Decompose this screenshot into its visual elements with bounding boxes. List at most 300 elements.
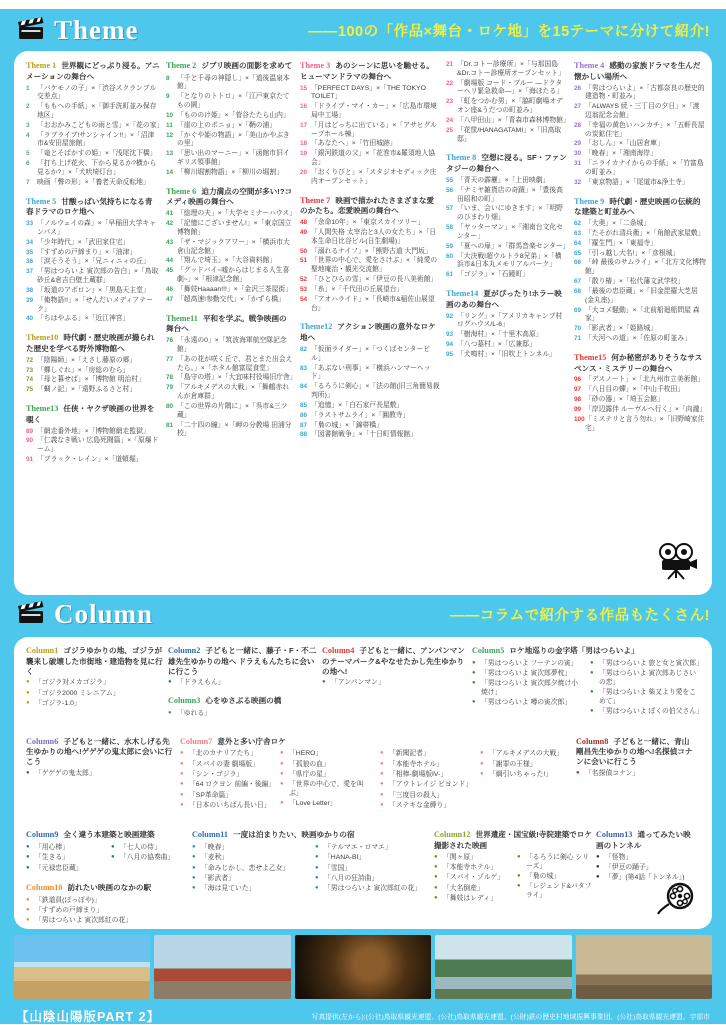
- bullet-icon: ●: [26, 843, 30, 850]
- theme-item-41: [166, 210, 294, 219]
- item-text: 「超高速!参勤交代」×「かずら橋」: [177, 295, 285, 303]
- column-item-text: 「HERO」: [289, 750, 323, 758]
- item-number: 37: [26, 268, 34, 276]
- item-text: 「島守の塔」×「大宜味村役場旧庁舎」: [177, 374, 297, 382]
- item-number: 20: [300, 168, 308, 176]
- item-number: 94: [446, 341, 454, 349]
- theme-block-t9: [574, 197, 706, 344]
- column-item-text: 「ゴジラ2000 ミレニアム」: [35, 689, 120, 697]
- theme-label: Theme11: [166, 313, 198, 323]
- theme-item-28: [574, 122, 706, 140]
- theme-label: Theme 6: [166, 186, 197, 196]
- theme-title-text: 時代劇・歴史映画が撮られた歴史を学べる野外博物館へ: [26, 333, 155, 353]
- column-item: [26, 854, 103, 863]
- column-heading: [596, 830, 696, 851]
- column-item-text: 「アンパンマン」: [331, 679, 385, 687]
- theme-item-64: [574, 240, 706, 249]
- theme-heading: [446, 289, 568, 310]
- theme-block-t11: [166, 313, 297, 440]
- theme-item-58: [446, 224, 568, 242]
- item-text: 「あの花が咲く丘で、君とまた出会えたら。」×「ホタル館富屋食堂」: [177, 355, 293, 372]
- item-number: 99: [574, 405, 582, 413]
- theme-item-53: [300, 286, 440, 295]
- item-number: 27: [574, 103, 582, 111]
- theme-item-75: [26, 386, 160, 395]
- photo-credits: 写真提供(左から):(公社)鳥取県観光連盟、(公社)鳥取県観光連盟、(公財)鉄の歴史村地域振興事業団、(公社)鳥取県観光連盟、宇部市: [311, 1014, 710, 1021]
- item-number: 12: [166, 131, 174, 139]
- theme-block-t15: [574, 353, 706, 433]
- item-number: 69: [574, 306, 582, 314]
- theme-item-71: [574, 335, 706, 344]
- column-heading: [434, 830, 592, 851]
- column-item-text: 「男はつらいよ 寅次郎あじさいの恋」: [599, 669, 697, 686]
- theme-heading: [446, 153, 568, 174]
- column-item: [168, 710, 318, 719]
- column-title-text: 子どもと一緒に、水木しげる先生ゆかりの地へ!ゲゲゲの鬼太郎に会いに行こう: [26, 736, 173, 767]
- column-item-text: 「世界の中心で、愛を叫ぶ」: [289, 781, 364, 798]
- theme-heading: [574, 197, 706, 218]
- sand-dune-photo: [14, 935, 150, 999]
- column-item: [280, 781, 372, 799]
- theme-item-72: [26, 357, 160, 366]
- theme-section-title: Theme: [54, 14, 139, 45]
- column-cell: [322, 646, 468, 727]
- bullet-icon: ●: [315, 874, 319, 881]
- column-heading: [192, 830, 430, 841]
- theme-title-text: あのシーンに思いを馳せる。ヒューマンドラマの舞台へ: [300, 61, 434, 81]
- column-item: [596, 864, 696, 873]
- item-text: 「幸福の黄色いハンカチ」×「五軒長屋の炭鉱住宅」: [585, 121, 705, 138]
- bullet-icon: ●: [168, 709, 172, 716]
- theme-item-24: [446, 117, 568, 126]
- item-text: 映画「聲の形」×「養老天命反転地」: [37, 178, 150, 186]
- column-item-text: 「ゲゲゲの鬼太郎」: [35, 770, 96, 778]
- theme-item-44: [166, 257, 294, 266]
- column-item: [315, 865, 430, 874]
- item-text: 「大河への道」×「佐原の町並み」: [585, 335, 691, 343]
- theme-heading: [300, 322, 440, 343]
- theme-item-39: [26, 297, 160, 315]
- item-number: 1: [26, 84, 30, 92]
- item-text: 「もののけ姫」×「菅谷たたら山内」: [177, 111, 290, 119]
- item-number: 6: [26, 160, 30, 168]
- item-number: 32: [574, 178, 582, 186]
- item-number: 9: [166, 93, 170, 101]
- column-item-text: 「男はつらいよ 寅次郎夢枕」: [481, 669, 572, 677]
- column-label: Column11: [192, 830, 228, 840]
- column-cell: [192, 830, 430, 929]
- theme-block-t8: [446, 153, 568, 280]
- column-row-3: [26, 830, 700, 929]
- theme-block-t12: [300, 322, 440, 440]
- item-number: 64: [574, 239, 582, 247]
- theme-item-8: [166, 75, 294, 93]
- column-item-text: 「本能寺ホテル」: [443, 864, 498, 872]
- theme-item-49: [300, 229, 440, 247]
- item-text: 「青天の霹靂」×「上田映劇」: [457, 176, 550, 184]
- theme-item-30: [574, 150, 706, 159]
- column-item-text: 「男はつらいよ フーテンの寅」: [481, 659, 578, 667]
- item-text: 「男はつらいよ 寅次郎の告白」×「鳥取砂丘&倉吉白壁土蔵群」: [37, 268, 159, 285]
- bullet-icon: ●: [480, 760, 484, 767]
- bullet-icon: ●: [26, 700, 30, 707]
- theme-item-16: [300, 103, 440, 121]
- bullet-icon: ●: [315, 854, 319, 861]
- column-item-text: 「男はつらいよ 寅次郎紅の花」: [324, 885, 422, 893]
- column-item-text: 「夢」(第4話「トンネル」): [605, 874, 685, 882]
- theme-item-90: [26, 437, 160, 455]
- theme-column-5: [574, 61, 706, 585]
- column-item: [26, 844, 103, 853]
- bullet-icon: ●: [590, 689, 594, 696]
- bullet-icon: ●: [590, 708, 594, 715]
- column-heading: [168, 696, 318, 707]
- item-text: 「引っ越し大名!」×「彦根城」: [585, 249, 680, 257]
- theme-item-2: [26, 103, 160, 121]
- theme-item-10: [166, 112, 294, 121]
- theme-title-text: 映画で描かれたさまざまな愛のかたち。恋愛映画の舞台へ: [300, 195, 435, 216]
- theme-item-42: [166, 220, 294, 238]
- theme-item-97: [574, 386, 706, 395]
- column-block-c11: [192, 830, 430, 895]
- item-text: 「二十四の瞳」×「岬の分教場 田浦分校」: [177, 421, 292, 438]
- item-number: 46: [166, 285, 174, 293]
- column-sublists: [180, 750, 572, 812]
- theme-item-55: [446, 177, 568, 186]
- column-item: [434, 854, 509, 863]
- item-text: 「グッドバイ~嘘からはじまる人生喜劇~」×「根津記念館」: [177, 267, 290, 284]
- column-item: [517, 854, 592, 872]
- item-text: 「打ち上げ花火、下から見るか?横から見るか?」×「犬吠埼灯台」: [37, 160, 157, 176]
- bullet-icon: ●: [480, 750, 484, 757]
- bullet-icon: ●: [280, 781, 284, 788]
- column-item: [434, 874, 509, 883]
- theme-block-t3a: [300, 61, 440, 187]
- item-text: 「母と暮せば」×「博物館 明治村」: [37, 376, 145, 384]
- photo-strip: [14, 935, 712, 999]
- column-item: [472, 680, 582, 698]
- column-heading: [472, 646, 700, 657]
- item-number: 13: [166, 150, 174, 158]
- column-item-text: 「舞妓はレディ」: [443, 895, 497, 903]
- column-title-text: 全く違う本建築と映画建築: [61, 830, 155, 840]
- column-item-text: 「鉄道員(ぽっぽや)」: [35, 896, 101, 904]
- bullet-icon: ●: [434, 895, 438, 902]
- item-text: 「おしん」×「山居倉庫」: [585, 140, 664, 148]
- column-item-text: 「レジェンド&バタフライ」: [526, 883, 592, 900]
- bullet-icon: ●: [596, 864, 600, 871]
- item-number: 55: [446, 176, 454, 184]
- column-item: [380, 802, 472, 811]
- column-item-text: 「謝罪の王様」: [489, 760, 537, 768]
- theme-item-35: [26, 249, 160, 258]
- column-title-text: 心をゆさぶる映画の橋: [203, 696, 282, 706]
- item-text: 「おくりびと」×「スタジオセディック庄内オープンセット」: [311, 168, 437, 185]
- item-number: 89: [26, 427, 34, 435]
- item-number: 79: [166, 384, 174, 392]
- item-number: 72: [26, 356, 34, 364]
- column-card: [14, 637, 712, 929]
- theme-column-2: [166, 61, 297, 585]
- column-item-text: 「スパイ・ゾルゲ」: [443, 874, 505, 882]
- column-cell: [168, 646, 318, 727]
- item-text: 「八つ墓村」×「広兼邸」: [457, 341, 536, 349]
- item-number: 19: [300, 150, 308, 158]
- theme-label: Theme10: [26, 333, 59, 343]
- column-item-text: 「男はつらいよ 寅次郎紅の花」: [35, 917, 133, 925]
- theme-title-text: 任侠・ヤクザ映画の世界を覗く: [26, 404, 155, 424]
- theme-item-88: [300, 431, 440, 440]
- item-number: 70: [574, 325, 582, 333]
- column-heading: [26, 883, 188, 894]
- theme-item-80: [166, 403, 294, 421]
- item-number: 5: [26, 150, 30, 158]
- item-number: 93: [446, 331, 454, 339]
- item-text: 「岸辺露伴 ルーヴルへ行く」×「向瀧」: [585, 405, 707, 413]
- item-text: 「バケモノの子」×「渋谷スクランブル交差点」: [37, 84, 157, 101]
- column-item: [280, 750, 372, 759]
- theme-column-1: [26, 61, 164, 585]
- column-cell: [26, 646, 164, 727]
- theme-item-33: [26, 220, 160, 238]
- column-item: [472, 670, 582, 679]
- theme-label: Theme 9: [574, 196, 605, 206]
- column-item-text: 「命みじかし、恋せよ乙女」: [201, 864, 290, 872]
- theme-item-46: [166, 286, 294, 295]
- column-item-text: 「梟の城」: [526, 872, 560, 880]
- theme-item-5: [26, 150, 160, 159]
- item-number: 22: [446, 79, 454, 87]
- column-item: [590, 659, 703, 669]
- theme-item-7: [26, 179, 160, 188]
- column-item-text: 「八月の協奏曲」: [120, 854, 175, 862]
- column-item: [480, 761, 572, 770]
- bullet-icon: ●: [315, 864, 319, 871]
- theme-label: Theme13: [26, 404, 59, 414]
- column-item-text: 「64 ロクヨン 前編・後編」: [189, 781, 276, 789]
- item-number: 24: [446, 116, 454, 124]
- bullet-icon: ●: [26, 689, 30, 696]
- theme-item-67: [574, 278, 706, 287]
- tatara-interior-photo: [295, 935, 431, 999]
- item-text: 「永遠の0」×「筑波海軍航空隊記念館」: [177, 337, 287, 353]
- theme-item-6: [26, 160, 160, 178]
- column-item: [180, 781, 276, 790]
- column-item: [192, 854, 307, 863]
- item-text: 「陰陽師」×「えさし藤原の郷」: [37, 356, 137, 364]
- item-number: 95: [446, 350, 454, 358]
- item-text: 「思い出のマーニー」×「函館市旧イギリス領事館」: [177, 150, 290, 167]
- item-number: 2: [26, 103, 30, 111]
- column-row-1: [26, 646, 703, 727]
- item-text: 「すずめの戸締まり」×「油津」: [37, 248, 137, 256]
- item-text: 「ニライカナイからの手紙」×「竹富島の町並み」: [585, 160, 704, 176]
- theme-item-68: [574, 288, 706, 306]
- item-number: 77: [166, 355, 174, 363]
- bullet-icon: ●: [380, 750, 384, 757]
- column-label: Column7: [180, 736, 213, 746]
- column-section-tagline: ——コラムで紹介する作品もたくさん!: [449, 607, 710, 624]
- theme-label: Theme12: [300, 322, 333, 332]
- column-item: [315, 885, 430, 894]
- item-number: 11: [166, 121, 173, 129]
- item-number: 56: [446, 186, 454, 194]
- item-number: 58: [446, 224, 454, 232]
- theme-block-t5: [26, 197, 160, 325]
- item-text: 「リング」×「アメリカキャンプ村 ログハウス/L-6」: [457, 312, 563, 329]
- item-number: 63: [574, 229, 582, 237]
- theme-item-95: [446, 351, 568, 360]
- theme-item-13: [166, 150, 294, 168]
- item-text: 「ヤッターマン」×「湘南台文化センター」: [457, 224, 563, 240]
- column-item-text: 「伊豆の踊子」: [605, 864, 653, 872]
- item-number: 87: [300, 421, 308, 429]
- item-text: 「八日目の蟬」×「中山千枚田」: [585, 386, 685, 394]
- theme-heading: [166, 187, 294, 208]
- clapperboard-icon: [16, 599, 46, 630]
- item-text: 「蟬しぐれ」×「房総のむら」: [37, 366, 130, 374]
- theme-item-14: [166, 169, 294, 178]
- column-block-c3: [168, 696, 318, 718]
- column-block-c6: [26, 737, 176, 779]
- column-item-text: 「名探偵コナン」: [585, 770, 640, 778]
- theme-item-34: [26, 239, 160, 248]
- theme-label: Theme15: [574, 352, 607, 362]
- column-title-text: 意外と多い庁舎ロケ: [215, 736, 286, 746]
- item-number: 44: [166, 257, 174, 265]
- item-text: 「八甲田山」×「青森市森林博物館」: [457, 116, 570, 124]
- item-text: 「蜩ノ記」×「遠野ふるさと村」: [37, 386, 137, 394]
- column-item-text: 「関ヶ原」: [443, 853, 477, 861]
- bullet-icon: ●: [192, 874, 196, 881]
- item-text: 「ひとひらの雪」×「伊豆の長八美術館」: [311, 276, 438, 284]
- theme-item-40: [26, 315, 160, 324]
- item-number: 48: [300, 219, 308, 227]
- theme-block-t14: [446, 289, 568, 360]
- column-title-text: 子どもと一緒に、青山剛昌先生ゆかりの地へ!名探偵コナンに会いに行こう: [576, 736, 693, 767]
- item-text: 「余命10年」×「東京スカイツリー」: [311, 219, 425, 227]
- item-text: 「樹海村」×「十里木高原」: [457, 331, 543, 339]
- item-text: 「溺れるナイフ」×「熊野古道 大門坂」: [311, 247, 432, 255]
- theme-item-89: [26, 428, 160, 437]
- theme-item-29: [574, 140, 706, 149]
- theme-label: Theme 1: [26, 61, 57, 70]
- theme-item-50: [300, 248, 440, 257]
- column-item: [26, 865, 103, 874]
- theme-block-t2: [166, 61, 294, 178]
- column-item: [180, 792, 272, 801]
- column-item: [168, 679, 318, 688]
- item-text: 「影武者」×「姫路城」: [585, 325, 657, 333]
- column-item: [380, 771, 472, 780]
- item-text: 「ブラック・レイン」×「道頓堀」: [37, 456, 143, 464]
- item-number: 21: [446, 61, 454, 68]
- theme-item-51: [300, 257, 440, 275]
- item-number: 96: [574, 376, 582, 384]
- column-item-text: 「新聞記者」: [389, 750, 430, 758]
- column-item-text: 「県庁の星」: [289, 771, 330, 778]
- theme-title-text: 迫力満点の空間が多い!?コメディ映画の舞台へ: [166, 186, 293, 207]
- column-item-text: 「北のカナリアたち」: [189, 750, 257, 758]
- theme-item-65: [574, 250, 706, 259]
- column-item-text: 「相棒-劇場版IV-」: [389, 771, 448, 778]
- item-number: 57: [446, 205, 454, 213]
- theme-block-t4: [574, 61, 706, 188]
- item-number: 92: [446, 312, 454, 320]
- column-item: [434, 864, 509, 873]
- column-item: [315, 875, 430, 884]
- column-label: Column5: [472, 646, 505, 655]
- item-number: 17: [300, 121, 308, 129]
- item-number: 47: [166, 295, 174, 303]
- column-item-text: 「男はつらいよ 噂の寅次郎」: [481, 699, 572, 707]
- theme-item-3: [26, 121, 164, 131]
- column-item-text: 「麦秋」: [201, 854, 229, 862]
- item-text: 「あぶない刑事」×「横浜ハンマーヘッド」: [311, 364, 431, 381]
- column-cell: [26, 830, 188, 929]
- red-roof-building-photo: [154, 935, 290, 999]
- column-item: [472, 660, 582, 669]
- theme-item-37: [26, 268, 160, 286]
- item-text: 「ゴジラ」×「石鏡町」: [457, 271, 529, 279]
- column-sublists: [26, 844, 188, 875]
- column-cell: [576, 737, 696, 821]
- bullet-icon: ●: [590, 659, 594, 666]
- film-projector-icon: [654, 542, 698, 585]
- item-number: 88: [300, 431, 308, 439]
- bullet-icon: ●: [380, 781, 384, 788]
- column-block-c4: [322, 646, 468, 688]
- theme-item-87: [300, 422, 440, 431]
- theme-item-85: [300, 402, 440, 411]
- column-item: [111, 854, 188, 863]
- item-number: 26: [574, 84, 582, 92]
- column-title-text: 子どもと一緒に、藤子・F・不二雄先生ゆかりの地へ ドラえもんたちに会いに行こう: [168, 646, 317, 676]
- item-text: 「ラブライブ!サンシャイン!!」×「沼津市&安田屋旅館」: [37, 131, 155, 148]
- column-sublists: [472, 659, 703, 719]
- item-text: 「人間失格 太宰治と3人の女たち」×「日本生命日比谷ビル(日生劇場)」: [311, 228, 437, 245]
- bullet-icon: ●: [26, 896, 30, 903]
- column-title-text: 一度は泊まりたい、映画ゆかりの宿: [230, 830, 355, 840]
- theme-title-text: 感動の家族ドラマを生んだ懐かしい場所へ: [574, 61, 701, 81]
- theme-item-86: [300, 412, 440, 421]
- item-number: 7: [26, 178, 30, 186]
- theme-item-74: [26, 376, 160, 385]
- item-number: 66: [574, 259, 582, 267]
- theme-heading: [574, 353, 706, 374]
- column-label: Column13: [596, 830, 633, 840]
- column-item-text: 「本能寺ホテル」: [389, 760, 444, 768]
- theme-item-76: [166, 337, 294, 355]
- theme-title-text: 何か秘密がありそうなサスペンス・ミステリーの舞台へ: [574, 352, 703, 373]
- theme-heading: [26, 61, 160, 82]
- item-number: 33: [26, 220, 34, 228]
- item-number: 34: [26, 238, 34, 246]
- theme-item-9: [166, 93, 294, 111]
- theme-item-23: [446, 98, 568, 116]
- theme-item-1: [26, 85, 160, 103]
- theme-item-21: [446, 61, 568, 79]
- item-number: 8: [166, 74, 170, 82]
- item-text: 「散り椿」×「松代藩文武学校」: [585, 278, 685, 286]
- column-block-c10: [26, 883, 188, 926]
- column-item-text: 「三度目の殺人」: [389, 791, 444, 799]
- bullet-icon: ●: [26, 770, 30, 777]
- item-number: 31: [574, 160, 582, 168]
- column-item: [322, 679, 468, 688]
- theme-item-12: [166, 132, 294, 150]
- column-item: [26, 917, 188, 926]
